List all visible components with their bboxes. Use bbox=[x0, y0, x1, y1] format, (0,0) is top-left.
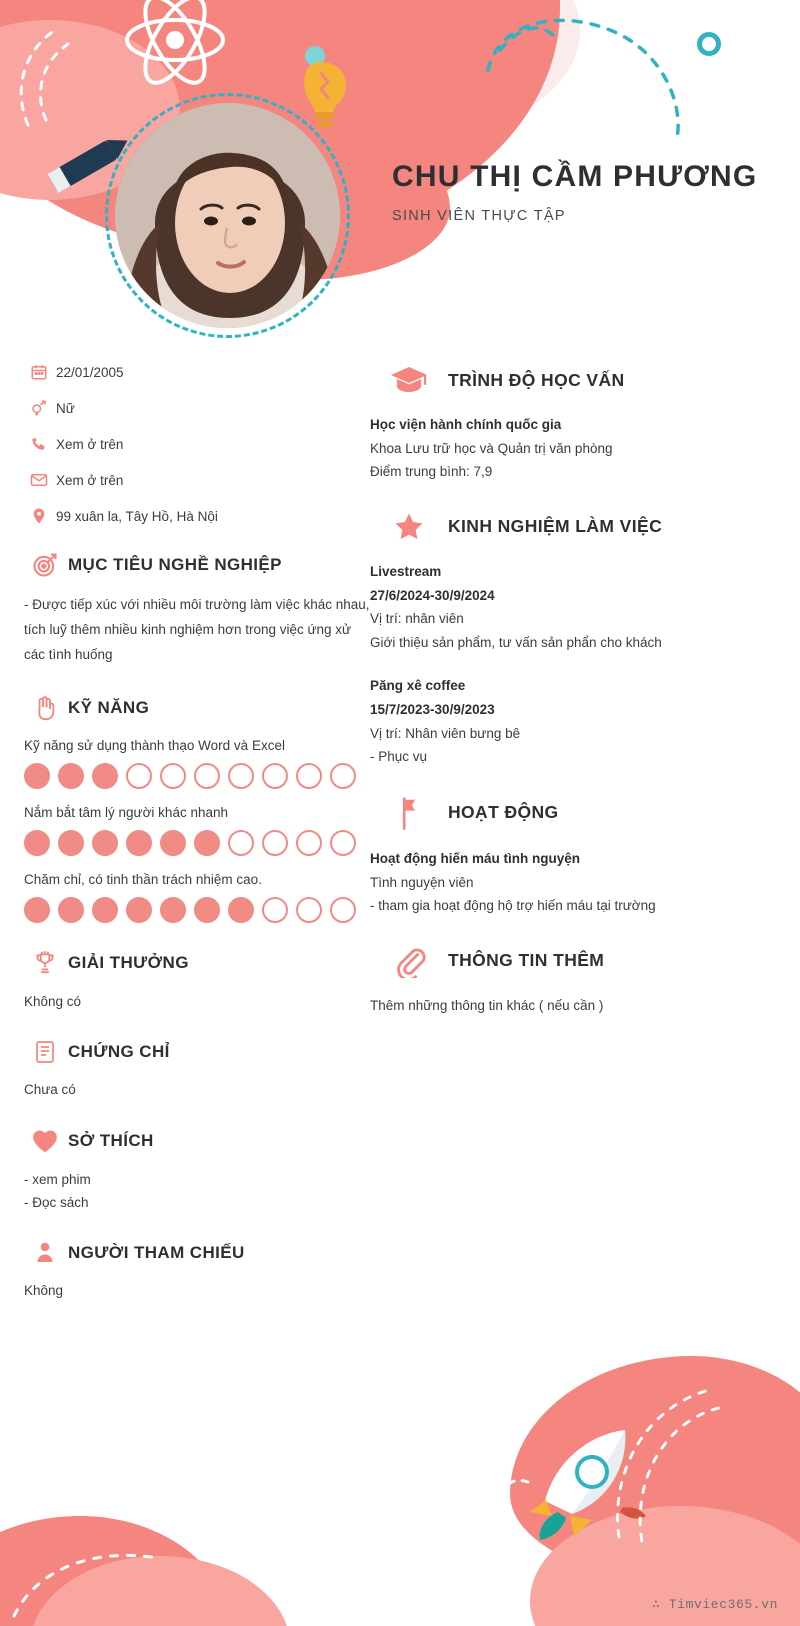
section-activities bbox=[370, 795, 800, 918]
heart-icon bbox=[22, 1127, 68, 1155]
skill-label: Kỹ năng sử dụng thành thạo Word và Excel bbox=[24, 737, 285, 753]
section-title: SỞ THÍCH bbox=[68, 1131, 154, 1151]
left-column bbox=[0, 363, 370, 1302]
section-title: TRÌNH ĐỘ HỌC VẤN bbox=[448, 369, 625, 390]
skill-rating bbox=[22, 763, 370, 789]
experience-company: Livestream bbox=[370, 563, 442, 579]
brand-watermark: ∴ Timviec365.vn bbox=[651, 1597, 778, 1612]
experience-body bbox=[370, 560, 800, 769]
additional-body bbox=[370, 994, 800, 1018]
section-header-skills bbox=[22, 694, 370, 722]
atom-icon bbox=[120, 0, 230, 95]
right-column bbox=[370, 363, 800, 1302]
avatar bbox=[105, 93, 350, 338]
hobby-line: - xem phim bbox=[24, 1172, 91, 1188]
activity-role: Tình nguyện viên bbox=[370, 874, 474, 890]
section-header-reference bbox=[22, 1240, 370, 1266]
location-icon bbox=[22, 507, 56, 525]
contact-value: 22/01/2005 bbox=[56, 364, 124, 380]
objective-text: - Được tiếp xúc với nhiều môi trường làm việc khác nhau, tích luỹ thêm nhiều kinh nghiệm hơn trong việc ứng xử các tình huống bbox=[24, 597, 370, 662]
skill-label: Nắm bắt tâm lý người khác nhanh bbox=[24, 804, 228, 820]
contact-value: Nữ bbox=[56, 400, 75, 416]
contact-value: Xem ở trên bbox=[56, 472, 124, 488]
contact-value: 99 xuân la, Tây Hồ, Hà Nội bbox=[56, 508, 218, 524]
section-header-activities bbox=[370, 795, 800, 831]
section-header-awards bbox=[22, 949, 370, 977]
section-header-certificates bbox=[22, 1039, 370, 1065]
person-icon bbox=[22, 1240, 68, 1266]
section-title: KỸ NĂNG bbox=[68, 697, 150, 717]
skill-item bbox=[22, 805, 370, 856]
star-icon bbox=[370, 510, 448, 544]
footer-dotted-left-icon bbox=[8, 1506, 208, 1626]
section-title: CHỨNG CHỈ bbox=[68, 1042, 170, 1062]
cv-footer bbox=[0, 1326, 800, 1626]
cv-header bbox=[0, 0, 800, 345]
paperclip-icon bbox=[370, 944, 448, 978]
section-header-additional bbox=[370, 944, 800, 978]
experience-period: 15/7/2023-30/9/2023 bbox=[370, 702, 495, 717]
section-title: NGƯỜI THAM CHIẾU bbox=[68, 1242, 245, 1262]
skill-label: Chăm chỉ, có tinh thần trách nhiệm cao. bbox=[24, 871, 262, 887]
calendar-icon bbox=[22, 363, 56, 381]
gender-icon bbox=[22, 399, 56, 417]
awards-text: Không có bbox=[24, 993, 82, 1009]
section-header-education bbox=[370, 363, 800, 397]
contact-item-address bbox=[22, 507, 370, 525]
section-header-experience bbox=[370, 510, 800, 544]
section-education bbox=[370, 363, 800, 484]
contact-item-email bbox=[22, 471, 370, 489]
contact-item-birthday bbox=[22, 363, 370, 381]
skill-item bbox=[22, 738, 370, 789]
phone-icon bbox=[22, 435, 56, 453]
page-title: CHU THỊ CẦM PHƯƠNG bbox=[392, 160, 758, 193]
education-gpa: Điểm trung bình: 7,9 bbox=[370, 464, 493, 480]
contact-value: Xem ở trên bbox=[56, 436, 124, 452]
activity-name: Hoạt động hiến máu tình nguyện bbox=[370, 850, 580, 866]
experience-company: Păng xê coffee bbox=[370, 678, 466, 694]
skill-item bbox=[22, 872, 370, 923]
section-header-hobbies bbox=[22, 1127, 370, 1155]
job-title: SINH VIÊN THỰC TẬP bbox=[392, 207, 566, 224]
contact-item-gender bbox=[22, 399, 370, 417]
education-body bbox=[370, 413, 800, 484]
target-icon bbox=[22, 551, 68, 579]
hobby-line: - Đọc sách bbox=[24, 1194, 89, 1210]
section-header-objective bbox=[22, 551, 370, 579]
dotted-decoration-icon bbox=[18, 20, 108, 130]
experience-detail: Giới thiệu sản phẩm, tư vấn sản phẩn cho khách bbox=[370, 634, 662, 650]
experience-position: Vị trí: nhân viên bbox=[370, 611, 464, 627]
experience-item bbox=[370, 674, 800, 769]
section-title: GIẢI THƯỞNG bbox=[68, 952, 189, 972]
education-school: Học viện hành chính quốc gia bbox=[370, 417, 562, 432]
skill-rating bbox=[22, 830, 370, 856]
section-title: HOẠT ĐỘNG bbox=[448, 802, 559, 823]
experience-period: 27/6/2024-30/9/2024 bbox=[370, 587, 495, 603]
cv-body bbox=[0, 345, 800, 1302]
section-experience bbox=[370, 510, 800, 769]
name-block bbox=[392, 158, 782, 224]
hand-icon bbox=[22, 694, 68, 722]
skill-rating bbox=[22, 897, 370, 923]
experience-item bbox=[370, 560, 800, 655]
flag-icon bbox=[370, 795, 448, 831]
section-title: THÔNG TIN THÊM bbox=[448, 950, 605, 971]
email-icon bbox=[22, 471, 56, 489]
certificates-text: Chưa có bbox=[24, 1082, 76, 1098]
section-title: MỤC TIÊU NGHỀ NGHIỆP bbox=[68, 555, 282, 574]
footer-dotted-arc-icon bbox=[600, 1366, 790, 1556]
education-major: Khoa Lưu trữ học và Quản trị văn phòng bbox=[370, 440, 613, 456]
activity-detail: - tham gia hoạt động hộ trợ hiến máu tại trường bbox=[370, 898, 656, 914]
ring-decoration-icon bbox=[697, 32, 721, 56]
reference-text: Không bbox=[24, 1282, 64, 1298]
dotted-arc-icon bbox=[480, 10, 730, 150]
activities-body bbox=[370, 847, 800, 918]
certificate-icon bbox=[22, 1039, 68, 1065]
avatar-photo bbox=[115, 103, 340, 328]
section-additional bbox=[370, 944, 800, 1018]
additional-text: Thêm những thông tin khác ( nếu cần ) bbox=[370, 997, 604, 1013]
experience-detail: - Phục vụ bbox=[370, 749, 428, 765]
trophy-icon bbox=[22, 949, 68, 977]
section-title: KINH NGHIỆM LÀM VIỆC bbox=[448, 516, 663, 537]
contact-list bbox=[22, 363, 370, 525]
contact-item-phone bbox=[22, 435, 370, 453]
graduation-cap-icon bbox=[370, 363, 448, 397]
experience-position: Vị trí: Nhân viên bưng bê bbox=[370, 725, 521, 741]
